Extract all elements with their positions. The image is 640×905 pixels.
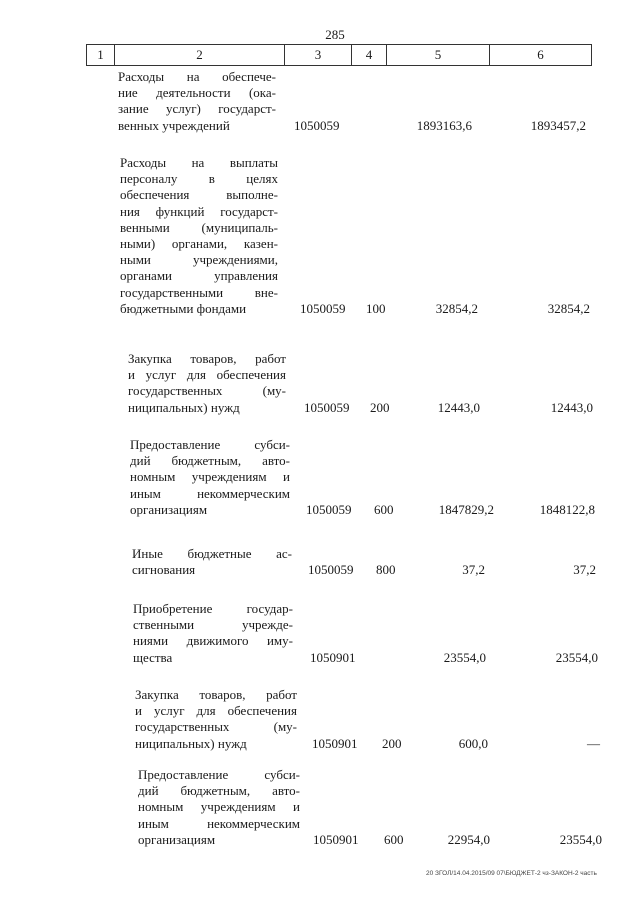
row-value-col5: 23554,0 [443, 649, 486, 665]
row-value-col6: 1848122,8 [539, 501, 595, 517]
row-value-col6: 23554,0 [555, 649, 598, 665]
row-expense-type: 200 [370, 399, 390, 415]
row-code: 1050059 [306, 501, 352, 517]
row-value-col5: 37,2 [462, 562, 485, 578]
row-value-col5: 22954,0 [447, 831, 490, 847]
row-description-line: Иные бюджетные ас- [132, 546, 292, 561]
row-description-line: дий бюджетным, авто- [130, 453, 290, 469]
column-header-3: 3 [284, 45, 351, 65]
row-value-col6: 12443,0 [550, 399, 593, 415]
row-description-line: номным учреждениям и [138, 799, 300, 815]
column-header-1: 1 [86, 45, 114, 65]
row-description [138, 767, 300, 848]
row-expense-type: 100 [366, 300, 386, 316]
row-expense-type: 200 [382, 735, 402, 751]
row-value-col5: 1893163,6 [416, 117, 472, 133]
row-description-line: ниципальных) нужд [128, 399, 240, 415]
column-header-4: 4 [351, 45, 386, 65]
row-code: 1050059 [308, 562, 354, 578]
row-description-line: Закупка товаров, работ [135, 687, 297, 702]
row-description-line: Предоставление субси- [130, 437, 290, 452]
row-code: 1050059 [300, 300, 346, 316]
row-description [120, 155, 278, 317]
row-description-line: Расходы на выплаты [120, 155, 278, 170]
row-description-line: и услуг для обеспечения [128, 367, 286, 383]
row-description [132, 546, 292, 578]
row-value-col5: 1847829,2 [438, 501, 494, 517]
column-header-5: 5 [386, 45, 489, 65]
row-description-line: ными учреждениями, [120, 252, 278, 268]
row-description-line: ния функций государст- [120, 203, 278, 219]
row-value-col6: — [587, 735, 600, 751]
row-description-line: организациям [138, 831, 216, 847]
row-description-line: венных учреждений [118, 117, 230, 133]
row-value-col6: 1893457,2 [530, 117, 586, 133]
row-value-col6: 32854,2 [547, 300, 590, 316]
row-value-col5: 12443,0 [437, 399, 480, 415]
row-description-line: ние деятельности (ока- [118, 85, 276, 101]
row-code: 1050901 [310, 649, 356, 665]
row-code: 1050059 [294, 117, 340, 133]
row-description-line: органами управления [120, 268, 278, 284]
row-description-line: государственных (му- [135, 719, 297, 735]
row-description-line: иным некоммерческим [138, 815, 300, 831]
row-value-col6: 23554,0 [559, 831, 602, 847]
row-description-line: номным учреждениям и [130, 469, 290, 485]
row-description [133, 601, 293, 666]
row-description-line: организациям [130, 501, 208, 517]
column-header-row [86, 44, 592, 66]
row-code: 1050901 [312, 735, 358, 751]
row-description [118, 69, 276, 134]
row-description [135, 687, 297, 752]
footer-filepath: 20 ЗГОЛ/14.04.2015/09 07\БЮДЖЕТ-2 чз-ЗАКОН-2 часть [426, 870, 597, 877]
row-description-line: Расходы на обеспече- [118, 69, 276, 84]
row-description-line: Приобретение государ- [133, 601, 293, 616]
row-description-line: сигнования [132, 562, 196, 578]
page-number: 285 [325, 27, 345, 42]
row-description-line: государственных (му- [128, 383, 286, 399]
row-description-line: Закупка товаров, работ [128, 351, 286, 366]
row-code: 1050901 [313, 831, 359, 847]
row-description-line: дий бюджетным, авто- [138, 783, 300, 799]
row-description-line: ственными учрежде- [133, 617, 293, 633]
column-header-2: 2 [114, 45, 284, 65]
column-header-6: 6 [489, 45, 592, 65]
row-description-line: иным некоммерческим [130, 485, 290, 501]
row-expense-type: 600 [384, 831, 404, 847]
row-value-col6: 37,2 [573, 562, 596, 578]
row-value-col5: 600,0 [458, 735, 488, 751]
row-description-line: ниципальных) нужд [135, 735, 247, 751]
row-description [128, 351, 286, 416]
row-code: 1050059 [304, 399, 350, 415]
row-expense-type: 600 [374, 501, 394, 517]
row-description-line: Предоставление субси- [138, 767, 300, 782]
row-description-line: и услуг для обеспечения [135, 703, 297, 719]
row-description-line: щества [133, 649, 173, 665]
row-value-col5: 32854,2 [435, 300, 478, 316]
row-description-line: зание услуг) государст- [118, 101, 276, 117]
row-description-line: венными (муниципаль- [120, 219, 278, 235]
row-description [130, 437, 290, 518]
row-description-line: обеспечения выполне- [120, 187, 278, 203]
row-description-line: государственными вне- [120, 284, 278, 300]
row-description-line: бюджетными фондами [120, 300, 247, 316]
row-expense-type: 800 [376, 562, 396, 578]
row-description-line: ниями движимого иму- [133, 633, 293, 649]
row-description-line: ными) органами, казен- [120, 236, 278, 252]
row-description-line: персоналу в целях [120, 171, 278, 187]
